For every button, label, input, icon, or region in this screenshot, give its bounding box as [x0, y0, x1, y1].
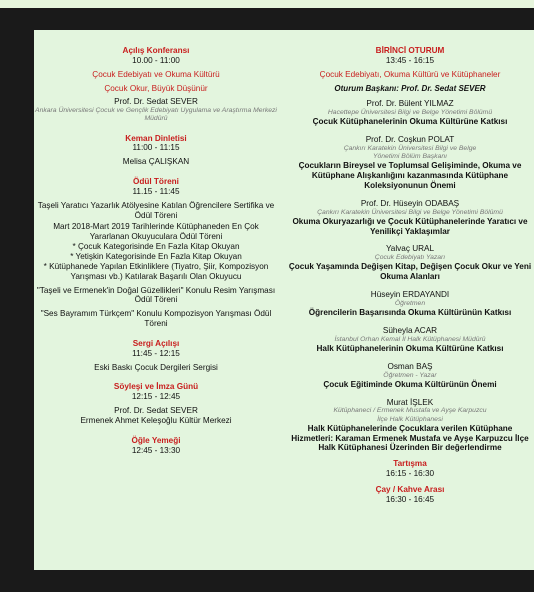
- section-title: Tartışma: [393, 459, 427, 469]
- speaker-block: [288, 244, 532, 282]
- violin-block: [34, 134, 278, 168]
- bottom-dark-band: [0, 570, 534, 592]
- section-time: 13:45 - 16:15: [385, 55, 435, 65]
- speaker-affiliation: Hacettepe Üniversitesi Bilgi ve Belge Yönetimi Bölümü: [327, 108, 493, 116]
- exhibition-text: Eski Baskı Çocuk Dergileri Sergisi: [94, 362, 218, 372]
- speaker-name: Prof. Dr. Sedat SEVER: [114, 97, 198, 107]
- speaker-name: Prof. Dr. Sedat SEVER: [114, 406, 198, 416]
- session-chair: Oturum Başkanı: Prof. Dr. Sedat SEVER: [334, 83, 486, 93]
- speaker-affiliation: Çocuk Edebiyatı Yazarı: [374, 254, 446, 262]
- exhibition-block: [34, 339, 278, 373]
- speaker-affiliation: İstanbul Orhan Kemal İl Halk Kütüphanesi Müdürü: [334, 335, 486, 343]
- top-dark-strip: [0, 8, 534, 28]
- talk-topic: Çocuk Eğitiminde Okuma Kültürünün Önemi: [323, 379, 497, 389]
- speaker-name: Prof. Dr. Bülent YILMAZ: [366, 99, 454, 109]
- award-item: "Taşeli ve Ermenek'in Doğal Güzellikleri" Konulu Resim Yarışması Ödül Töreni: [36, 285, 276, 305]
- section-title: Sergi Açılışı: [132, 338, 180, 348]
- speaker-affiliation: Öğretmen: [394, 299, 426, 307]
- award-item: * Çocuk Kategorisinde En Fazla Kitap Okuyan: [72, 242, 240, 252]
- talk-topic: Çocuk Kütüphanelerinin Okuma Kültürüne Katkısı: [312, 117, 508, 127]
- speaker-name: Prof. Dr. Coşkun POLAT: [365, 134, 455, 144]
- speaker-name: Yalvaç URAL: [385, 244, 435, 254]
- section-title: Söyleşi ve İmza Günü: [113, 382, 199, 392]
- speaker-block: [288, 99, 532, 127]
- award-item: Taşeli Yaratıcı Yazarlık Atölyesine Katılan Öğrencilere Sertifika ve Ödül Töreni: [37, 200, 275, 220]
- talk-topic: Halk Kütüphanelerinde Çocuklara verilen Kütüphane Hizmetleri: Karaman Ermenek Mustafa ve Ayşe Karpuzcu İlçe Halk Kütüphanesi Üzerinden Bir değerlendirme: [291, 423, 529, 453]
- section-title: Açılış Konferansı: [122, 46, 190, 55]
- top-band: [0, 0, 534, 8]
- signing-block: [34, 382, 278, 425]
- talk-topic: Çocuk Yaşamında Değişen Kitap, Değişen Çocuk Okur ve Yeni Okuma Alanları: [288, 262, 532, 282]
- award-ceremony-block: [34, 177, 278, 329]
- speaker-block: [288, 199, 532, 237]
- speaker-block: [288, 135, 532, 191]
- section-time: 12:45 - 13:30: [131, 445, 181, 455]
- coffee-break-block: [288, 485, 532, 505]
- section-subtitle: Çocuk Edebiyatı ve Okuma Kültürü: [92, 69, 220, 79]
- speaker-affiliation: Kütüphaneci / Ermenek Mustafa ve Ayşe Karpuzcu İlçe Halk Kütüphanesi: [333, 407, 487, 423]
- speaker-affiliation: Çankırı Karatekin Üniversitesi Bilgi ve Belge Yönetimi Bölüm Başkanı: [343, 144, 477, 160]
- section-title: Çay / Kahve Arası: [375, 484, 445, 494]
- speaker-block: [288, 290, 532, 318]
- speaker-name: Prof. Dr. Hüseyin ODABAŞ: [360, 198, 460, 208]
- talk-topic: Halk Kütüphanelerinin Okuma Kültürüne Katkısı: [316, 343, 504, 353]
- session-subtitle: Çocuk Edebiyatı, Okuma Kültürü ve Kütüphaneler: [319, 69, 501, 79]
- award-item: * Yetişkin Kategorisinde En Fazla Kitap Okuyan: [70, 251, 242, 261]
- section-title: Keman Dinletisi: [125, 133, 187, 143]
- section-title: Öğle Yemeği: [131, 435, 181, 445]
- opening-conference-block: [34, 46, 278, 124]
- section-title: BİRİNCİ OTURUM: [375, 46, 445, 55]
- speaker-name: Osman BAŞ: [387, 361, 433, 371]
- section-time: 16:30 - 16:45: [385, 494, 435, 504]
- right-column: [288, 46, 532, 515]
- section-title: Ödül Töreni: [133, 177, 179, 187]
- speaker-name: Süheyla ACAR: [382, 325, 438, 335]
- speaker-block: [288, 326, 532, 354]
- section-time: 10.00 - 11:00: [132, 55, 180, 65]
- speaker-affiliation: Öğretmen - Yazar: [383, 371, 437, 379]
- speaker-name: Hüseyin ERDAYANDI: [370, 290, 450, 300]
- section-time: 11.15 - 11:45: [132, 186, 180, 196]
- section-time: 11:45 - 12:15: [132, 348, 180, 358]
- section-time: 16:15 - 16:30: [385, 469, 435, 479]
- speaker-block: [288, 362, 532, 390]
- section-time: 12:15 - 12:45: [131, 392, 181, 402]
- talk-topic: Çocukların Bireysel ve Toplumsal Gelişiminde, Okuma ve Kütüphane Alışkanlığını kazanmasında Kütüphane Koleksiyonunun Önemi: [298, 161, 522, 190]
- award-item: Mart 2018-Mart 2019 Tarihlerinde Kütüphaneden En Çok Yararlanan Okuyuculara Ödül Töreni: [53, 222, 259, 242]
- talk-topic: Öğrencilerin Başarısında Okuma Kültürünün Katkısı: [308, 308, 512, 318]
- program-panel: [34, 30, 534, 570]
- speaker-name: Murat İŞLEK: [386, 397, 434, 407]
- section-subtitle: Çocuk Okur, Büyük Düşünür: [104, 83, 208, 93]
- talk-topic: Okuma Okuryazarlığı ve Çocuk Kütüphanelerinde Yaratıcı ve Yenilikçi Yaklaşımlar: [292, 216, 528, 236]
- award-item: "Ses Bayramım Türkçem" Konulu Kompozisyon Yarışması Ödül Töreni: [40, 309, 272, 329]
- section-time: 11:00 - 11:15: [132, 143, 180, 153]
- performer-name: Melisa ÇALIŞKAN: [122, 157, 190, 167]
- left-column: [34, 46, 278, 465]
- speaker-affiliation: Ankara Üniversitesi Çocuk ve Gençlik Edebiyatı Uygulama ve Araştırma Merkezi Müdürü: [35, 107, 277, 123]
- speaker-affiliation: Çankırı Karatekin Üniversitesi Bilgi ve Belge Yönetimi Bölümü: [317, 208, 503, 216]
- discussion-block: [288, 459, 532, 479]
- speaker-block: [288, 398, 532, 454]
- first-session-header: [288, 46, 532, 93]
- lunch-block: [34, 436, 278, 456]
- award-item: * Kütüphanede Yapılan Etkinliklere (Tiyatro, Şiir, Kompozisyon Yarışması vb.) Katılarak Başarılı Olan Okuyucu: [43, 261, 269, 281]
- venue: Ermenek Ahmet Keleşoğlu Kültür Merkezi: [80, 415, 232, 425]
